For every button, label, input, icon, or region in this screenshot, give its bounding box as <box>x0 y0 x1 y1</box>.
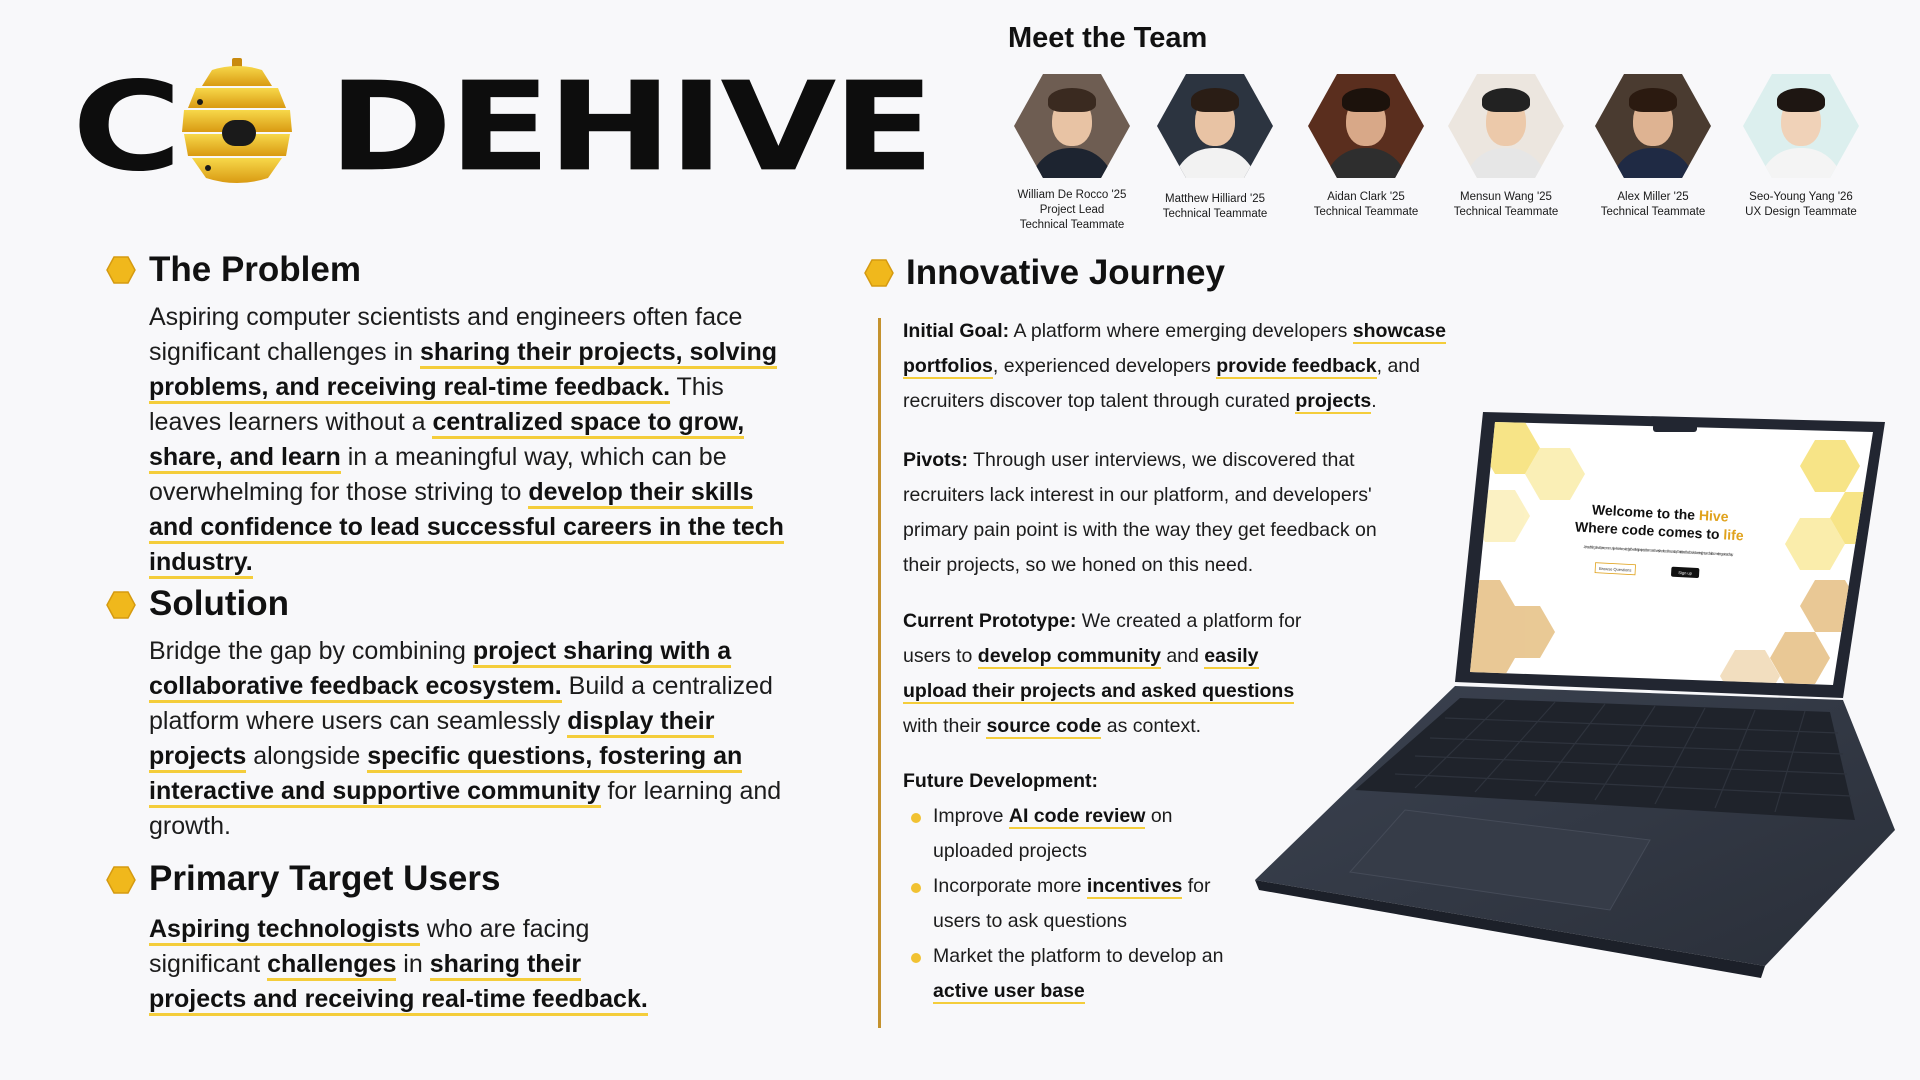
list-item: Market the platform to develop an active user base <box>903 939 1233 1009</box>
member-role: UX Design Teammate <box>1745 206 1857 218</box>
member-name: Aidan Clark '25 <box>1327 191 1405 203</box>
problem-title: The Problem <box>149 250 361 289</box>
honeycomb-icon <box>864 258 894 288</box>
svg-text:Sign up: Sign up <box>1678 570 1693 576</box>
list-item: Improve AI code review on uploaded projects <box>903 799 1233 869</box>
member-caption <box>997 188 1147 233</box>
bullet-dot <box>911 883 921 893</box>
member-role: Technical Teammate <box>1162 208 1268 220</box>
users-text: Aspiring technologists who are facing significant challenges in sharing their projects and receiving real-time feedback. <box>149 912 679 1017</box>
member-name: Mensun Wang '25 <box>1460 191 1552 203</box>
svg-text:Browse Questions: Browse Questions <box>1598 565 1632 573</box>
problem-text: Aspiring computer scientists and engineers often face significant challenges in sharing their projects, solving problems, and receiving real-time feedback. This leaves learners without a centralized space to grow, share, and learn in a meaningful way, which can be overwhelming for those striving to develop their skills and confidence to lead successful careers in the tech industry. <box>149 300 799 580</box>
team-member-card <box>1291 74 1441 220</box>
avatar <box>1595 74 1711 178</box>
logo-letter-c: C <box>72 56 179 199</box>
team-member-card <box>1140 74 1290 222</box>
member-role: Technical Teammate <box>1019 219 1125 231</box>
team-title: Meet the Team <box>1008 22 1208 54</box>
honeycomb-icon <box>106 865 136 895</box>
prototype-text: Current Prototype: We created a platform for users to develop community and easily upload their projects and asked questions with their source code as context. <box>903 610 1302 737</box>
initial-goal-text: Initial Goal: A platform where emerging developers showcase portfolios, experienced developers provide feedback, and recruiters discover top talent through curated projects. <box>903 320 1447 412</box>
logo-text: DEHIVE <box>328 56 931 199</box>
member-role: Technical Teammate <box>1313 206 1419 218</box>
users-title: Primary Target Users <box>149 859 501 898</box>
team-member-card <box>1726 74 1876 220</box>
timeline-line <box>878 318 881 1028</box>
future-label: Future Development: <box>903 770 1099 792</box>
member-caption <box>1291 190 1441 220</box>
avatar <box>1157 74 1273 178</box>
member-caption <box>1578 190 1728 220</box>
avatar <box>1014 74 1130 178</box>
list-item: Incorporate more incentives for users to ask questions <box>903 869 1233 939</box>
solution-title: Solution <box>149 584 289 623</box>
screen-welcome: Welcome to the Hive <box>1591 501 1729 525</box>
team-member-card <box>1431 74 1581 220</box>
journey-title: Innovative Journey <box>906 253 1225 292</box>
laptop-mockup <box>1255 400 1895 990</box>
member-name: William De Rocco '25 <box>1017 189 1127 201</box>
future-list <box>903 799 1233 1009</box>
pivots-text: Pivots: Through user interviews, we discovered that recruiters lack interest in our platform, and developers' primary pain point is with the way they get feedback on their projects, so we honed on this need. <box>903 449 1377 576</box>
bullet-dot <box>911 813 921 823</box>
member-caption <box>1431 190 1581 220</box>
screen-blurb: Join our thriving developer community where knowledge flows freely, projects bloom, and every line of code has a story. Get tailored feedback, share insights, and build something extraordinary. <box>1583 544 1734 557</box>
team-member-card <box>1578 74 1728 220</box>
honeycomb-icon <box>106 590 136 620</box>
member-name: Matthew Hilliard '25 <box>1165 193 1265 205</box>
codehive-logo <box>72 48 932 198</box>
avatar <box>1308 74 1424 178</box>
team-member-card <box>997 74 1147 233</box>
avatar <box>1448 74 1564 178</box>
bullet-dot <box>911 953 921 963</box>
future-development <box>903 764 1233 1009</box>
member-caption <box>1726 190 1876 220</box>
screen-tagline: Where code comes to life <box>1574 518 1745 544</box>
avatar <box>1743 74 1859 178</box>
beehive-icon <box>172 58 302 188</box>
member-role: Project Lead <box>1039 204 1105 216</box>
member-role: Technical Teammate <box>1600 206 1706 218</box>
honeycomb-icon <box>106 255 136 285</box>
member-role: Technical Teammate <box>1453 206 1559 218</box>
member-name: Seo-Young Yang '26 <box>1749 191 1853 203</box>
member-name: Alex Miller '25 <box>1617 191 1689 203</box>
member-caption <box>1140 192 1290 222</box>
solution-text: Bridge the gap by combining project sharing with a collaborative feedback ecosystem. Build a centralized platform where users can seamlessly display their projects alongside specific questions, fostering an interactive and supportive community for learning and growth. <box>149 637 782 840</box>
